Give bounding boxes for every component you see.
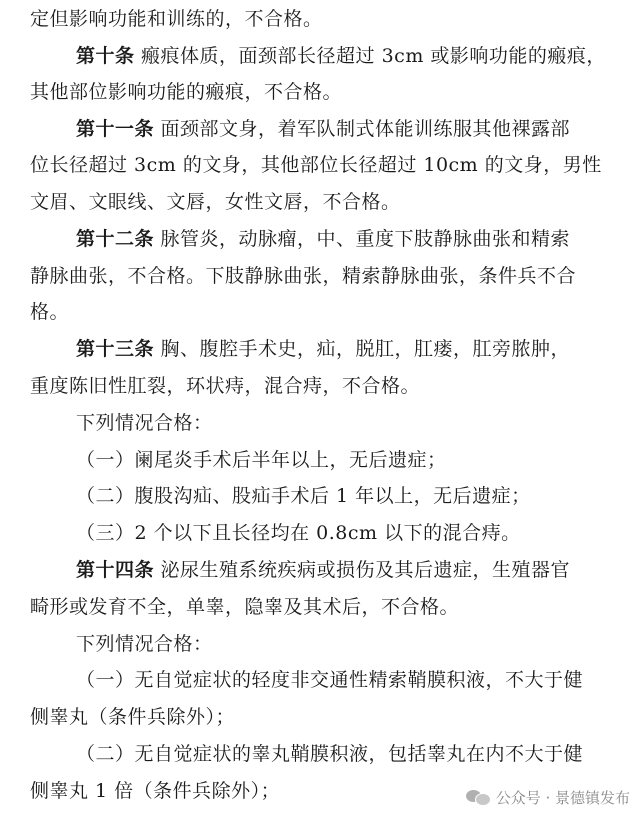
line-text: （二）腹股沟疝、股疝手术后 1 年以上，无后遗症；: [76, 485, 531, 507]
article-number: 第十一条: [76, 118, 155, 140]
line-text: （三）2 个以下且长径均在 0.8cm 以下的混合痔。: [76, 522, 521, 544]
list-item: [76, 514, 521, 552]
line-text: 瘢痕体质，面颈部长径超过 3cm 或影响功能的瘢痕，: [134, 45, 606, 67]
line-text: 下列情况合格：: [76, 633, 213, 655]
text-line: [30, 367, 420, 405]
line-text: （一）阑尾炎手术后半年以上，无后遗症；: [76, 449, 447, 471]
line-text: 格。: [30, 301, 70, 323]
text-line: [76, 404, 213, 442]
text-line: [30, 772, 280, 810]
article-number: 第十二条: [76, 228, 155, 250]
list-item: [76, 661, 583, 699]
article-heading-line: [76, 110, 570, 148]
text-line: [30, 698, 235, 736]
article-heading-line: [76, 330, 570, 368]
text-line: [30, 0, 323, 38]
article-heading-line: [76, 37, 606, 75]
line-text: 位长径超过 3cm 的文身，其他部位长径超过 10cm 的文身，男性: [30, 154, 602, 176]
line-text: （一）无自觉症状的轻度非交通性精索鞘膜积液，不大于健: [76, 669, 584, 691]
article-heading-line: [76, 220, 570, 258]
line-text: 侧睾丸 1 倍（条件兵除外）；: [30, 780, 281, 802]
wechat-icon: [466, 788, 490, 806]
text-line: [30, 183, 401, 221]
line-text: 重度陈旧性肛裂，环状痔，混合痔，不合格。: [30, 375, 421, 397]
line-text: 定但影响功能和训练的，不合格。: [30, 8, 323, 30]
text-line: [76, 625, 213, 663]
line-text: 文眉、文眼线、文唇，女性文唇，不合格。: [30, 191, 401, 213]
line-text: 静脉曲张，不合格。下肢静脉曲张，精索静脉曲张，条件兵不合: [30, 265, 577, 287]
line-text: 面颈部文身，着军队制式体能训练服其他裸露部: [154, 118, 571, 140]
line-text: 脉管炎，动脉瘤，中、重度下肢静脉曲张和精索: [154, 228, 571, 250]
line-text: 畸形或发育不全，单睾，隐睾及其术后，不合格。: [30, 596, 460, 618]
article-number: 第十三条: [76, 338, 155, 360]
text-line: [30, 257, 576, 295]
list-item: [76, 477, 531, 515]
line-text: 胸、腹腔手术史，疝，脱肛，肛瘘，肛旁脓肿，: [154, 338, 571, 360]
list-item: [76, 441, 447, 479]
article-heading-line: [76, 551, 570, 589]
article-number: 第十条: [76, 45, 135, 67]
watermark: [466, 782, 630, 812]
line-text: 泌尿生殖系统疾病或损伤及其后遗症，生殖器官: [154, 559, 571, 581]
line-text: （二）无自觉症状的睾丸鞘膜积液，包括睾丸在内不大于健: [76, 743, 584, 765]
article-number: 第十四条: [76, 559, 155, 581]
line-text: 下列情况合格：: [76, 412, 213, 434]
text-line: [30, 588, 459, 626]
text-line: [30, 293, 69, 331]
line-text: 其他部位影响功能的瘢痕，不合格。: [30, 81, 343, 103]
list-item: [76, 735, 583, 773]
watermark-text: 公众号 · 景德镇发布: [495, 788, 630, 807]
text-line: [30, 146, 602, 184]
line-text: 侧睾丸（条件兵除外）；: [30, 706, 236, 728]
text-line: [30, 73, 342, 111]
